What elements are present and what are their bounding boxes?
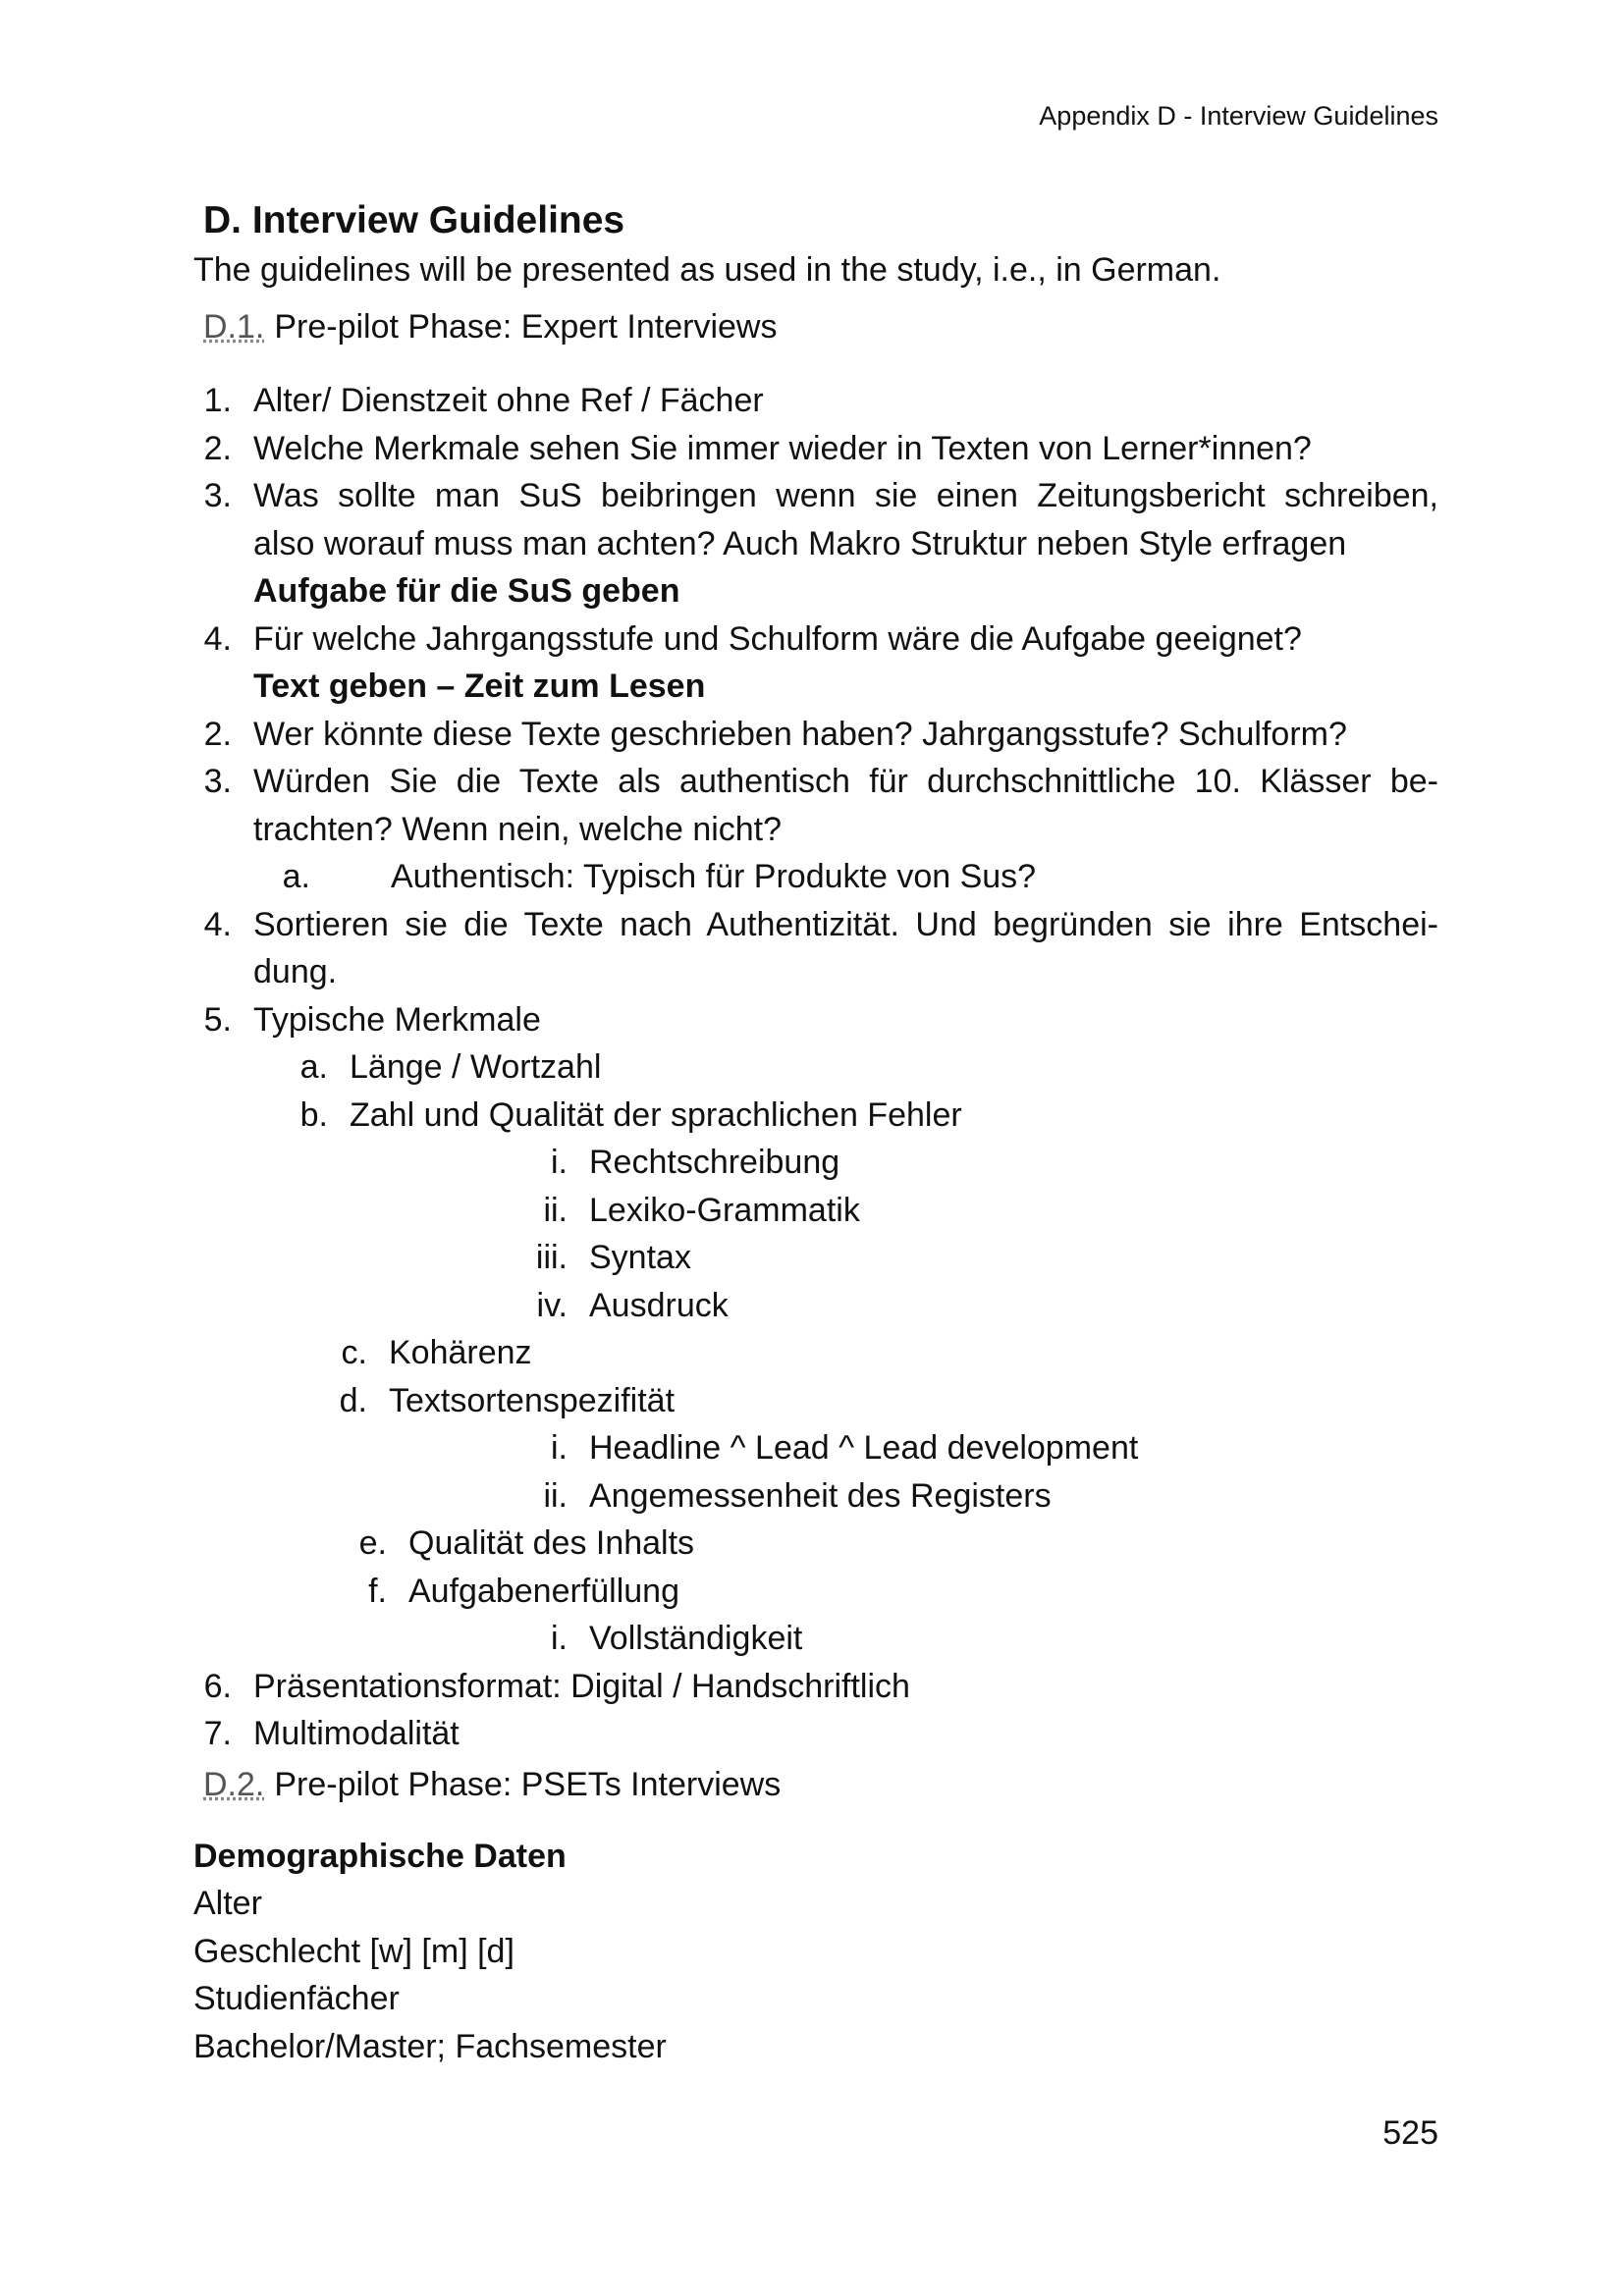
list-marker: 2. bbox=[203, 429, 232, 467]
section-title: Pre-pilot Phase: Expert Interviews bbox=[274, 308, 778, 346]
list-text: Multimodalität bbox=[253, 1715, 460, 1752]
list-text: Welche Merkmale sehen Sie immer wieder in Texten von Lerner*innen? bbox=[253, 429, 1312, 467]
list-text: Headline ^ Lead ^ Lead development bbox=[589, 1429, 1139, 1467]
list-marker: ii. bbox=[543, 1476, 568, 1515]
list-text: Aufgabenerfüllung bbox=[408, 1572, 680, 1610]
list-marker: b. bbox=[299, 1095, 328, 1134]
list-marker: iv. bbox=[536, 1286, 568, 1324]
demographics-line: Geschlecht [w] [m] [d] bbox=[193, 1933, 514, 1970]
list-marker: 4. bbox=[203, 619, 232, 658]
list-marker: a. bbox=[299, 1048, 328, 1086]
list-text: Typische Merkmale bbox=[253, 1000, 541, 1039]
running-head: Appendix D - Interview Guidelines bbox=[1039, 101, 1438, 131]
list-marker: ii. bbox=[543, 1191, 568, 1229]
demographics-heading: Demographische Daten bbox=[193, 1838, 567, 1875]
list-marker: 1. bbox=[203, 382, 232, 419]
list-marker: 4. bbox=[203, 905, 232, 943]
list-text: Ausdruck bbox=[589, 1286, 729, 1324]
section-number: D.2. bbox=[203, 1766, 265, 1803]
instruction-text: Text geben – Zeit zum Lesen bbox=[253, 667, 706, 705]
list-text: Vollständigkeit bbox=[589, 1620, 803, 1657]
list-text: Zahl und Qualität der sprachlichen Fehler bbox=[350, 1095, 962, 1134]
section-heading-d2 bbox=[203, 1766, 781, 1804]
list-text: Lexiko-Grammatik bbox=[589, 1191, 860, 1229]
demographics-line: Alter bbox=[193, 1885, 262, 1922]
list-text: Präsentationsformat: Digital / Handschriftlich bbox=[253, 1667, 910, 1705]
list-text: trachten? Wenn nein, welche nicht? bbox=[253, 810, 783, 848]
list-marker: i. bbox=[551, 1620, 568, 1657]
list-marker: i. bbox=[551, 1429, 568, 1467]
list-text: Syntax bbox=[589, 1239, 691, 1276]
list-text: Qualität des Inhalts bbox=[408, 1524, 695, 1562]
list-text: Angemessenheit des Registers bbox=[589, 1476, 1052, 1515]
section-number: D.1. bbox=[203, 308, 265, 346]
list-text: also worauf muss man achten? Auch Makro Struktur neben Style erfragen bbox=[253, 524, 1347, 562]
demographics-line: Studienfächer bbox=[193, 1980, 400, 2017]
list-marker: 5. bbox=[203, 1000, 232, 1039]
section-title: Pre-pilot Phase: PSETs Interviews bbox=[274, 1766, 782, 1803]
list-text: Alter/ Dienstzeit ohne Ref / Fächer bbox=[253, 382, 764, 419]
list-text: Textsortenspezifität bbox=[389, 1381, 676, 1419]
list-marker: 6. bbox=[203, 1667, 232, 1705]
list-marker: 3. bbox=[203, 477, 232, 514]
list-marker: iii. bbox=[535, 1239, 568, 1276]
list-marker: f. bbox=[368, 1572, 387, 1610]
page-title: D. Interview Guidelines bbox=[203, 199, 625, 241]
demographics-line: Bachelor/Master; Fachsemester bbox=[193, 2028, 667, 2065]
list-text: Was sollte man SuS beibringen wenn sie einen Zeitungsbericht schreiben, bbox=[253, 477, 1438, 514]
list-marker: 2. bbox=[203, 715, 232, 753]
list-text: Länge / Wortzahl bbox=[350, 1048, 602, 1086]
list-text: Für welche Jahrgangsstufe und Schulform wäre die Aufgabe geeignet? bbox=[253, 619, 1302, 658]
list-marker: e. bbox=[358, 1524, 387, 1562]
list-marker: 3. bbox=[203, 763, 232, 800]
list-text: Kohärenz bbox=[389, 1334, 532, 1371]
instruction-text: Aufgabe für die SuS geben bbox=[253, 572, 680, 610]
list-text: Wer könnte diese Texte geschrieben haben? Jahrgangsstufe? Schulform? bbox=[253, 715, 1347, 753]
list-marker: a. bbox=[282, 858, 310, 895]
list-marker: c. bbox=[341, 1334, 367, 1371]
list-text: Rechtschreibung bbox=[589, 1144, 840, 1181]
list-text: Würden Sie die Texte als authentisch für durchschnittliche 10. Klässer be- bbox=[253, 763, 1438, 800]
intro-paragraph: The guidelines will be presented as used in the study, i.e., in German. bbox=[193, 251, 1221, 289]
list-text: dung. bbox=[253, 953, 338, 990]
list-marker: i. bbox=[551, 1144, 568, 1181]
list-marker: d. bbox=[339, 1381, 367, 1419]
list-text: Authentisch: Typisch für Produkte von Sus? bbox=[391, 858, 1037, 895]
list-text: Sortieren sie die Texte nach Authentizität. Und begründen sie ihre Entschei- bbox=[253, 905, 1438, 943]
page-number: 525 bbox=[1382, 2114, 1438, 2152]
section-heading-d1 bbox=[203, 308, 777, 347]
list-marker: 7. bbox=[203, 1715, 232, 1752]
